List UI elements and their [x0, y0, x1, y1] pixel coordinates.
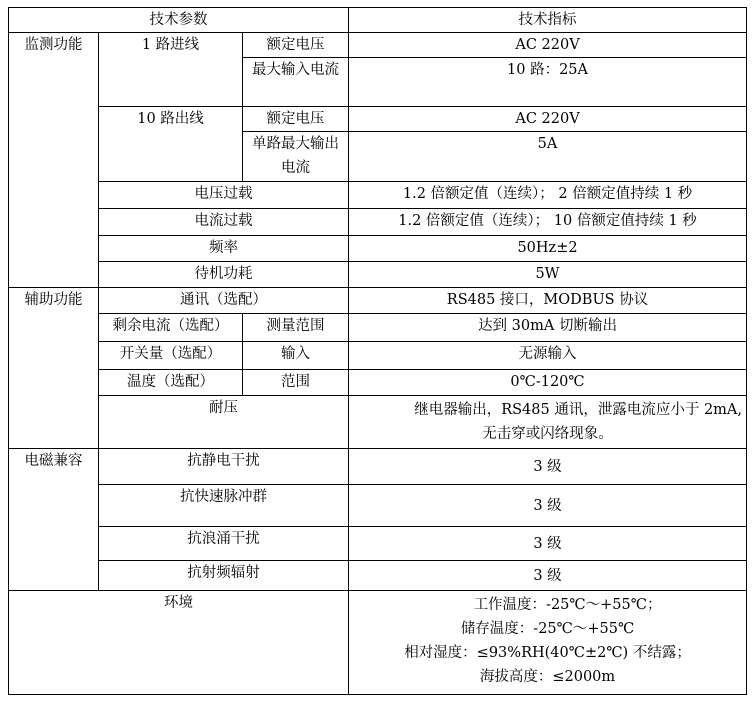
frequency-label: 频率: [99, 236, 349, 262]
standby-power-value: 5W: [349, 262, 747, 288]
table-row: [9, 262, 747, 288]
altitude: 海拔高度：≤2000m: [479, 669, 616, 685]
emc-item-value: 3 级: [349, 527, 747, 561]
emc-item-value: 3 级: [349, 485, 747, 527]
header-row: [9, 8, 747, 33]
output-line-label: 10 路出线: [99, 107, 243, 182]
temperature-value: 0℃-120℃: [349, 370, 747, 396]
tech-spec-table: [8, 7, 747, 695]
table-row: [9, 342, 747, 370]
overcurrent-label: 电流过载: [99, 209, 349, 236]
table-row: [9, 485, 747, 527]
emc-item-label: 抗静电干扰: [99, 449, 349, 485]
single-max-current-value: 5A: [349, 132, 747, 182]
overcurrent-value: 1.2 倍额定值（连续）； 10 倍额定值持续 1 秒: [349, 209, 747, 236]
comm-label: 通讯（选配）: [99, 288, 349, 314]
table-row: [9, 209, 747, 236]
table-row: [9, 591, 747, 695]
output-rated-voltage-value: AC 220V: [349, 107, 747, 132]
environment-label: 环境: [9, 591, 349, 695]
group-auxiliary: 辅助功能: [9, 288, 99, 449]
table-row: [9, 561, 747, 591]
input-line-label: 1 路进线: [99, 33, 243, 107]
temperature-range-label: 范围: [243, 370, 349, 396]
switch-io-value: 无源输入: [349, 342, 747, 370]
table-row: [9, 370, 747, 396]
frequency-value: 50Hz±2: [349, 236, 747, 262]
max-input-current-label: 最大输入电流: [243, 58, 349, 107]
table-row: [9, 527, 747, 561]
table-row: [9, 449, 747, 485]
group-emc: 电磁兼容: [9, 449, 99, 591]
withstand-value: [349, 396, 747, 449]
work-temp: 工作温度：-25℃～+55℃；: [473, 597, 662, 613]
withstand-value-line-2: 无击穿或闪络现象。: [482, 426, 613, 442]
input-rated-voltage-value: AC 220V: [349, 33, 747, 58]
withstand-label: 耐压: [99, 396, 349, 449]
table-row: [9, 314, 747, 342]
switch-input-label: 输入: [243, 342, 349, 370]
emc-item-label: 抗浪涌干扰: [99, 527, 349, 561]
output-rated-voltage-label: 额定电压: [243, 107, 349, 132]
switch-io-label: 开关量（选配）: [99, 342, 243, 370]
table-row: [9, 33, 747, 58]
single-max-current-label: 单路最大输出电流: [243, 132, 349, 182]
measure-range-label: 测量范围: [243, 314, 349, 342]
table-row: [9, 107, 747, 132]
table-row: [9, 182, 747, 209]
overvoltage-label: 电压过载: [99, 182, 349, 209]
header-param: 技术参数: [9, 8, 349, 33]
standby-power-label: 待机功耗: [99, 262, 349, 288]
header-spec: 技术指标: [349, 8, 747, 33]
input-rated-voltage-label: 额定电压: [243, 33, 349, 58]
group-monitoring: 监测功能: [9, 33, 99, 288]
withstand-value-line-1: 继电器输出，RS485 通讯，泄露电流应小于 2mA,: [414, 402, 743, 418]
max-input-current-value: 10 路：25A: [349, 58, 747, 107]
table-row: [9, 396, 747, 449]
temperature-label: 温度（选配）: [99, 370, 243, 396]
residual-current-value: 达到 30mA 切断输出: [349, 314, 747, 342]
humidity: 相对湿度：≤93%RH(40℃±2℃) 不结露；: [404, 645, 691, 661]
emc-item-label: 抗射频辐射: [99, 561, 349, 591]
emc-item-value: 3 级: [349, 449, 747, 485]
table-row: [9, 236, 747, 262]
table-row: [9, 288, 747, 314]
storage-temp: 储存温度：-25℃～+55℃: [460, 621, 635, 637]
overvoltage-value: 1.2 倍额定值（连续）； 2 倍额定值持续 1 秒: [349, 182, 747, 209]
emc-item-label: 抗快速脉冲群: [99, 485, 349, 527]
emc-item-value: 3 级: [349, 561, 747, 591]
residual-current-label: 剩余电流（选配）: [99, 314, 243, 342]
comm-value: RS485 接口，MODBUS 协议: [349, 288, 747, 314]
environment-value: [349, 591, 747, 695]
